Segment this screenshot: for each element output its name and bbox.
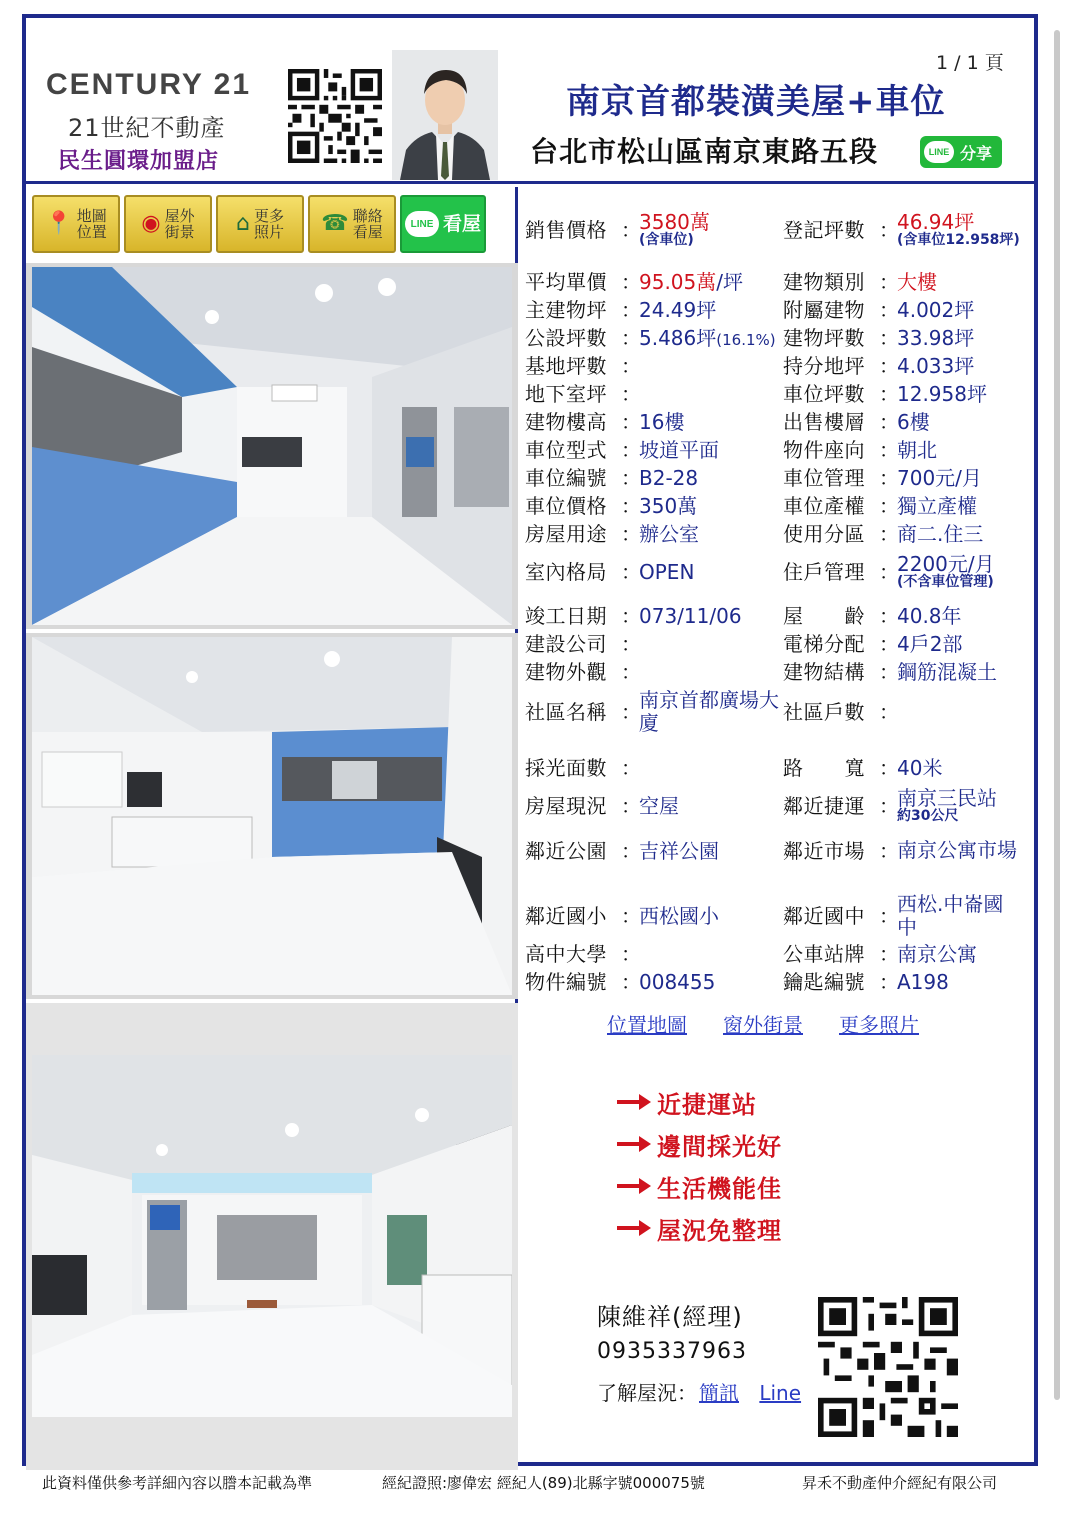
info-row: 室內格局 ： OPEN 住戶管理 ： 2200元/月 (不含車位管理) bbox=[525, 552, 995, 590]
feature-item bbox=[617, 1081, 782, 1123]
info-row: 建設公司 ： 電梯分配 ： 4戶2部 bbox=[525, 632, 963, 656]
info-row: 主建物坪 ： 24.49坪 附屬建物 ： 4.002坪 bbox=[525, 298, 975, 322]
unit-price-amount: 95.05萬 bbox=[639, 270, 717, 294]
mrt-value bbox=[897, 787, 997, 824]
scrollbar[interactable] bbox=[1054, 30, 1060, 1400]
park-label: 鄰近公園 bbox=[525, 838, 607, 863]
total-floors-value: 16樓 bbox=[639, 410, 685, 434]
line-share-button[interactable] bbox=[920, 136, 1002, 168]
interior-photo-1[interactable] bbox=[32, 267, 512, 625]
road-width-value: 40米 bbox=[897, 756, 943, 780]
line-logo-icon: LINE bbox=[405, 211, 439, 237]
public-area-amount: 5.486坪 bbox=[639, 326, 717, 350]
info-row: 車位價格 ： 350萬 車位產權 ： 獨立產權 bbox=[525, 494, 977, 518]
btn-label: 屋外 bbox=[164, 206, 195, 225]
basement-label: 地下室坪 bbox=[525, 382, 607, 406]
logo-chinese-name: 21世紀不動產 bbox=[68, 114, 226, 142]
households-label: 社區戶數 bbox=[783, 700, 865, 724]
road-width-label: 路 寬 bbox=[783, 756, 865, 780]
info-row: 房屋現況 ： 空屋 鄰近捷運 ： 南京三民站 約30公尺 bbox=[525, 786, 997, 824]
interior-photo-3[interactable] bbox=[32, 1055, 512, 1428]
building-type-value: 大樓 bbox=[897, 270, 937, 294]
key-no-label: 鑰匙編號 bbox=[783, 970, 865, 994]
layout-value: OPEN bbox=[639, 559, 695, 584]
price-amount: 3580萬 bbox=[639, 210, 710, 234]
btn-label: 更多 bbox=[253, 206, 284, 225]
btn-label: 照片 bbox=[253, 223, 284, 241]
market-value: 南京公寓市場 bbox=[897, 838, 1017, 862]
map-link[interactable]: 位置地圖 bbox=[607, 1013, 687, 1037]
contact-viewing-button[interactable] bbox=[308, 195, 396, 253]
arrow-right-icon bbox=[617, 1220, 651, 1236]
completed-value: 073/11/06 bbox=[639, 604, 742, 628]
public-area-value bbox=[639, 327, 783, 349]
junior-label: 鄰近國中 bbox=[783, 904, 865, 928]
sale-floor-value: 6樓 bbox=[897, 410, 930, 434]
attached-value: 4.002坪 bbox=[897, 298, 975, 322]
info-row: 竣工日期 ： 073/11/06 屋 齡 ： 40.8年 bbox=[525, 604, 962, 628]
main-area-label: 主建物坪 bbox=[525, 298, 607, 322]
reg-area-value bbox=[897, 211, 1020, 248]
exterior-label: 建物外觀 bbox=[525, 660, 607, 684]
parking-no-value: B2-28 bbox=[639, 466, 699, 490]
mrt-station: 南京三民站 bbox=[897, 786, 997, 810]
agent-phone[interactable]: 0935337963 bbox=[597, 1339, 747, 1364]
elementary-label: 鄰近國小 bbox=[525, 904, 607, 928]
map-pin-icon: 📍 bbox=[45, 210, 73, 236]
market-label: 鄰近市場 bbox=[783, 838, 865, 863]
mgmt-fee-label: 住戶管理 bbox=[783, 559, 865, 584]
listing-sheet bbox=[22, 14, 1038, 1466]
branch-name: 民生圓環加盟店 bbox=[58, 149, 220, 174]
completed-label: 竣工日期 bbox=[525, 604, 607, 628]
footer-license: 經紀證照:廖偉宏 經紀人(89)北縣字號000075號 bbox=[382, 1474, 705, 1492]
line-logo-icon: LINE bbox=[924, 141, 954, 163]
park-value: 吉祥公園 bbox=[639, 838, 719, 863]
listing-title: 南京首都裝潢美屋+車位 bbox=[566, 82, 946, 122]
reg-area-label: 登記坪數 bbox=[783, 217, 865, 242]
listing-address: 台北市松山區南京東路五段 bbox=[530, 135, 879, 168]
phone-icon: ☎ bbox=[321, 210, 349, 236]
land-share-label: 持分地坪 bbox=[783, 354, 865, 378]
object-no-value: 008455 bbox=[639, 970, 716, 994]
elementary-value: 西松國小 bbox=[639, 904, 719, 928]
interior-photo-2[interactable] bbox=[32, 637, 512, 995]
photo-frame bbox=[26, 633, 518, 999]
reg-area-note: (含車位12.958坪) bbox=[897, 232, 1020, 248]
parking-area-label: 車位坪數 bbox=[783, 382, 865, 406]
feature-item bbox=[617, 1165, 782, 1207]
info-row: 地下室坪 ： 車位坪數 ： 12.958坪 bbox=[525, 382, 987, 406]
status-label: 房屋現況 bbox=[525, 793, 607, 818]
main-area-value: 24.49坪 bbox=[639, 298, 717, 322]
quick-links bbox=[607, 1009, 919, 1038]
feature-text: 生活機能佳 bbox=[657, 1174, 782, 1203]
photo-column bbox=[26, 187, 518, 1470]
sms-link[interactable]: 簡訊 bbox=[699, 1381, 739, 1405]
line-viewing-button[interactable] bbox=[400, 195, 486, 253]
info-row: 平均單價 ： 95.05萬/坪 建物類別 ： 大樓 bbox=[525, 270, 937, 294]
junior-value: 西松.中崙國中 bbox=[897, 892, 1004, 939]
parking-fee-label: 車位管理 bbox=[783, 466, 865, 490]
parking-price-value: 350萬 bbox=[639, 494, 698, 518]
object-no-label: 物件編號 bbox=[525, 970, 607, 994]
usage-label: 房屋用途 bbox=[525, 522, 607, 546]
mgmt-fee-amount: 2200元/月 bbox=[897, 552, 995, 576]
header bbox=[26, 18, 1034, 184]
feature-item bbox=[617, 1123, 782, 1165]
orientation-label: 物件座向 bbox=[783, 438, 865, 462]
unit-price-suffix: /坪 bbox=[716, 270, 744, 294]
info-row: 基地坪數 ： 持分地坪 ： 4.033坪 bbox=[525, 354, 975, 378]
house-icon: ⌂ bbox=[236, 210, 250, 236]
page-number: 1 / 1 頁 bbox=[936, 52, 1004, 74]
info-row: 高中大學 ： 公車站牌 ： 南京公寓 bbox=[525, 942, 977, 966]
feature-list bbox=[617, 1081, 782, 1249]
street-view-link[interactable]: 窗外街景 bbox=[723, 1013, 803, 1037]
community-label: 社區名稱 bbox=[525, 700, 607, 724]
footer-disclaimer: 此資料僅供參考詳細內容以謄本記載為準 bbox=[42, 1474, 313, 1492]
feature-text: 屋況免整理 bbox=[657, 1216, 782, 1245]
action-buttons bbox=[32, 195, 486, 253]
public-area-label: 公設坪數 bbox=[525, 326, 607, 350]
btn-label: 聯絡 bbox=[352, 206, 383, 225]
mgmt-fee-note: (不含車位管理) bbox=[897, 574, 994, 590]
info-row: 建物樓高 ： 16樓 出售樓層 ： 6樓 bbox=[525, 410, 930, 434]
more-photos-link[interactable]: 更多照片 bbox=[839, 1013, 919, 1037]
details-column bbox=[521, 187, 1034, 1470]
parking-type-label: 車位型式 bbox=[525, 438, 607, 462]
line-view-label: 看屋 bbox=[442, 212, 481, 235]
info-row: 建物外觀 ： 建物結構 ： 鋼筋混凝土 bbox=[525, 660, 997, 684]
price-value bbox=[639, 211, 783, 248]
parking-right-label: 車位產權 bbox=[783, 494, 865, 518]
mgmt-fee-value bbox=[897, 553, 995, 590]
land-share-value: 4.033坪 bbox=[897, 354, 975, 378]
info-row: 鄰近國小 ： 西松國小 鄰近國中 ： 西松.中崙國中 bbox=[525, 893, 1021, 939]
parking-right-value: 獨立產權 bbox=[897, 494, 977, 518]
public-area-ratio: (16.1%) bbox=[716, 331, 776, 349]
parking-price-label: 車位價格 bbox=[525, 494, 607, 518]
qr-code-icon[interactable] bbox=[288, 68, 382, 164]
bus-value: 南京公寓 bbox=[897, 942, 977, 966]
building-type-label: 建物類別 bbox=[783, 270, 865, 294]
info-row: 採光面數 ： 路 寬 ： 40米 bbox=[525, 756, 943, 780]
agent-contact bbox=[597, 1377, 801, 1406]
reg-area-amount: 46.94坪 bbox=[897, 210, 975, 234]
elevator-value: 4戶2部 bbox=[897, 632, 963, 656]
builder-label: 建設公司 bbox=[525, 632, 607, 656]
photo-frame bbox=[26, 263, 518, 629]
age-label: 屋 齡 bbox=[783, 604, 865, 628]
info-row: 房屋用途 ： 辦公室 使用分區 ： 商二.住三 bbox=[525, 522, 984, 546]
orientation-value: 朝北 bbox=[897, 438, 937, 462]
bus-label: 公車站牌 bbox=[783, 942, 865, 966]
info-row: 銷售價格 ： 3580萬 (含車位) 登記坪數 ： 46.94坪 (含車位12.958坪) bbox=[525, 210, 1020, 248]
price-note: (含車位) bbox=[639, 232, 694, 248]
parking-type-value: 坡道平面 bbox=[639, 438, 719, 462]
total-floors-label: 建物樓高 bbox=[525, 410, 607, 434]
street-pin-icon: ◉ bbox=[141, 210, 161, 236]
light-sides-label: 採光面數 bbox=[525, 756, 607, 780]
community-value: 南京首都廣場大廈 bbox=[639, 688, 779, 735]
parking-fee-value: 700元/月 bbox=[897, 466, 982, 490]
agent-name: 陳維祥(經理) bbox=[597, 1303, 743, 1331]
btn-label: 街景 bbox=[164, 223, 195, 241]
btn-label: 地圖 bbox=[76, 206, 107, 225]
btn-label: 看屋 bbox=[352, 223, 383, 241]
age-value: 40.8年 bbox=[897, 604, 962, 628]
map-location-button[interactable] bbox=[32, 195, 120, 253]
feature-text: 邊間採光好 bbox=[657, 1132, 782, 1161]
info-row: 鄰近公園 ： 吉祥公園 鄰近市場 ： 南京公寓市場 bbox=[525, 839, 1021, 862]
mrt-distance: 約30公尺 bbox=[897, 808, 959, 824]
share-label: 分享 bbox=[960, 143, 993, 163]
price-label: 銷售價格 bbox=[525, 217, 607, 242]
more-photos-button[interactable] bbox=[216, 195, 304, 253]
btn-label: 位置 bbox=[76, 223, 107, 241]
info-row: 車位編號 ： B2-28 車位管理 ： 700元/月 bbox=[525, 466, 982, 490]
unit-price-label: 平均單價 bbox=[525, 270, 607, 294]
contact-label: 了解屋況： bbox=[597, 1381, 697, 1405]
building-area-value: 33.98坪 bbox=[897, 326, 975, 350]
feature-text: 近捷運站 bbox=[657, 1090, 757, 1119]
structure-value: 鋼筋混凝土 bbox=[897, 660, 997, 684]
arrow-right-icon bbox=[617, 1178, 651, 1194]
zoning-label: 使用分區 bbox=[783, 522, 865, 546]
arrow-right-icon bbox=[617, 1094, 651, 1110]
footer bbox=[0, 1468, 1072, 1498]
info-row: 物件編號 ： 008455 鑰匙編號 ： A198 bbox=[525, 970, 949, 994]
century21-logo: CENTURY 21 bbox=[46, 68, 252, 101]
info-row: 社區名稱 ： 南京首都廣場大廈 社區戶數 ： bbox=[525, 688, 899, 735]
photo-frame bbox=[26, 1003, 518, 1470]
parking-no-label: 車位編號 bbox=[525, 466, 607, 490]
agent-photo bbox=[392, 50, 498, 180]
footer-company: 昇禾不動產仲介經紀有限公司 bbox=[802, 1474, 998, 1492]
status-value: 空屋 bbox=[639, 793, 679, 818]
key-no-value: A198 bbox=[897, 970, 949, 994]
feature-item bbox=[617, 1207, 782, 1249]
unit-price-value bbox=[639, 271, 783, 293]
high-school-label: 高中大學 bbox=[525, 942, 607, 966]
land-area-label: 基地坪數 bbox=[525, 354, 607, 378]
info-row: 車位型式 ： 坡道平面 物件座向 ： 朝北 bbox=[525, 438, 937, 462]
parking-area-value: 12.958坪 bbox=[897, 382, 987, 406]
arrow-right-icon bbox=[617, 1136, 651, 1152]
mrt-label: 鄰近捷運 bbox=[783, 793, 865, 818]
zoning-value: 商二.住三 bbox=[897, 522, 984, 546]
elevator-label: 電梯分配 bbox=[783, 632, 865, 656]
attached-label: 附屬建物 bbox=[783, 298, 865, 322]
qr-code-icon[interactable] bbox=[817, 1297, 959, 1437]
layout-label: 室內格局 bbox=[525, 559, 607, 584]
info-row: 公設坪數 ： 5.486坪(16.1%) 建物坪數 ： 33.98坪 bbox=[525, 326, 975, 350]
usage-value: 辦公室 bbox=[639, 522, 699, 546]
structure-label: 建物結構 bbox=[783, 660, 865, 684]
building-area-label: 建物坪數 bbox=[783, 326, 865, 350]
sale-floor-label: 出售樓層 bbox=[783, 410, 865, 434]
street-view-button[interactable] bbox=[124, 195, 212, 253]
line-link[interactable]: Line bbox=[759, 1381, 802, 1405]
